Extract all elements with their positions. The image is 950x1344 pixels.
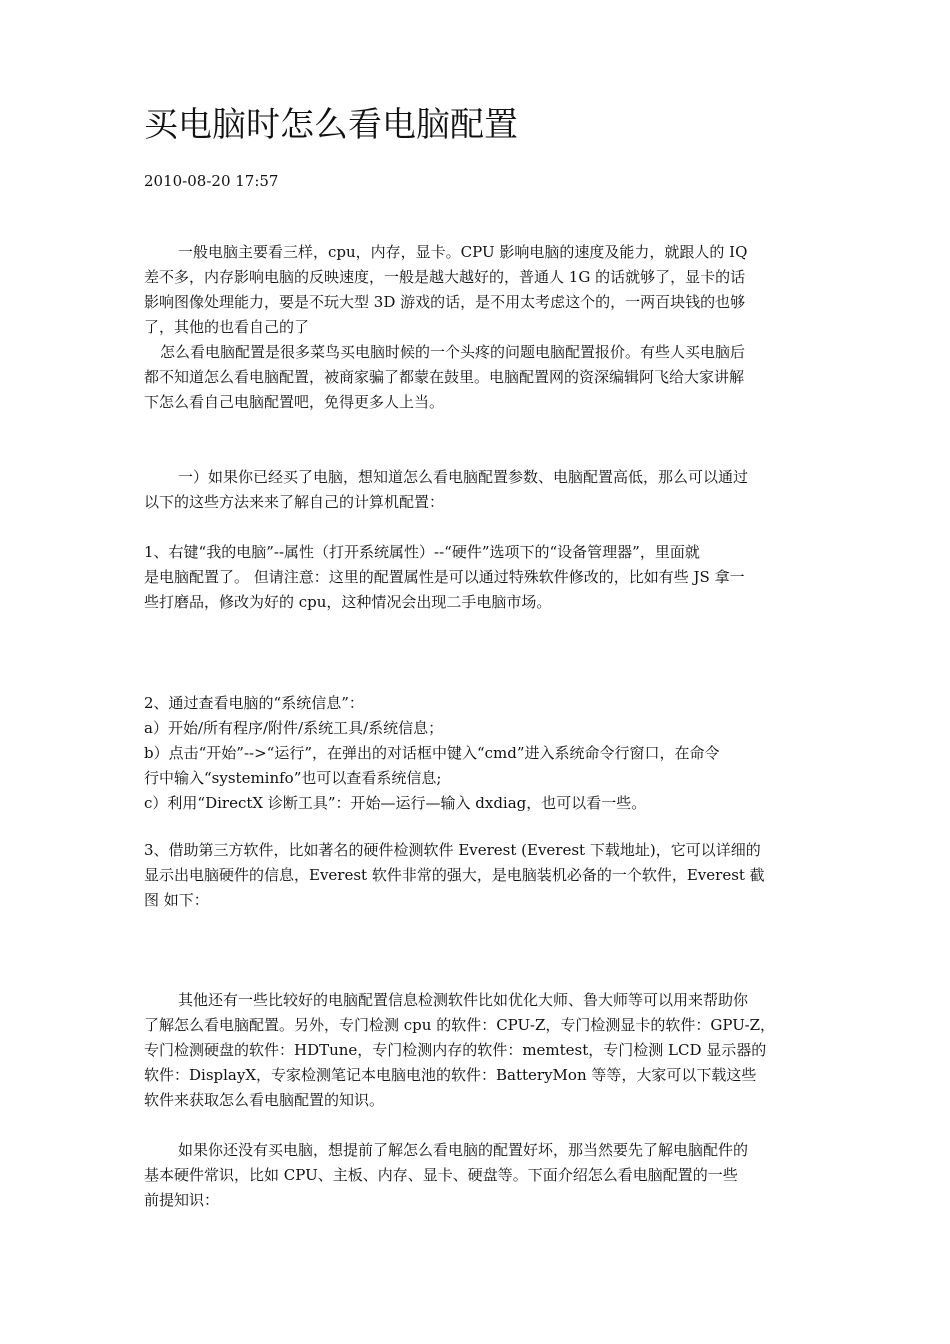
paragraph-before-buying <box>144 1138 810 1213</box>
paragraph-line: b）点击“开始”-->“运行”，在弹出的对话框中键入“cmd”进入系统命令行窗口，在命令 <box>144 744 720 762</box>
paragraph-other-software <box>144 988 810 1113</box>
paragraph-line: 差不多，内存影响电脑的反映速度，一般是越大越好的，普通人 1G 的话就够了，显卡的话 <box>144 268 746 286</box>
paragraph-line: 如果你还没有买电脑，想提前了解怎么看电脑的配置好坏，那当然要先了解电脑配件的 <box>178 1141 749 1159</box>
paragraph-method-three <box>144 838 810 913</box>
paragraph-how-to-check <box>144 340 810 415</box>
paragraph-line: 下怎么看自己电脑配置吧，免得更多人上当。 <box>144 393 445 411</box>
paragraph-line: 图 如下： <box>144 891 209 909</box>
paragraph-line: 专门检测硬盘的软件：HDTune，专门检测内存的软件：memtest，专门检测 LCD 显示器的 <box>144 1041 767 1059</box>
paragraph-method-two <box>144 691 810 816</box>
paragraph-intro <box>144 240 810 340</box>
paragraph-line: 是电脑配置了。 但请注意：这里的配置属性是可以通过特殊软件修改的，比如有些 JS 拿一 <box>144 568 745 586</box>
paragraph-line: 前提知识： <box>144 1191 220 1209</box>
paragraph-line: 都不知道怎么看电脑配置，被商家骗了都蒙在鼓里。电脑配置网的资深编辑阿飞给大家讲解 <box>144 368 745 386</box>
paragraph-line: 怎么看电脑配置是很多菜鸟买电脑时候的一个头疼的问题电脑配置报价。有些人买电脑后 <box>160 343 746 361</box>
paragraph-line: 其他还有一些比较好的电脑配置信息检测软件比如优化大师、鲁大师等可以用来帮助你 <box>178 991 749 1009</box>
paragraph-line: 1、右键“我的电脑”--属性（打开系统属性）--“硬件”选项下的“设备管理器”，里面就 <box>144 543 700 561</box>
paragraph-line: 一般电脑主要看三样，cpu，内存，显卡。CPU 影响电脑的速度及能力，就跟人的 IQ <box>178 243 748 261</box>
post-date: 2010-08-20 17:57 <box>144 172 279 190</box>
paragraph-line: 了，其他的也看自己的了 <box>144 318 310 336</box>
paragraph-line: 以下的这些方法来来了解自己的计算机配置： <box>144 493 445 511</box>
paragraph-line: 显示出电脑硬件的信息，Everest 软件非常的强大，是电脑装机必备的一个软件，Everest 截 <box>144 866 765 884</box>
page-title: 买电脑时怎么看电脑配置 <box>144 105 518 145</box>
paragraph-line: 了解怎么看电脑配置。另外，专门检测 cpu 的软件：CPU-Z，专门检测显卡的软件：GPU-Z， <box>144 1016 776 1034</box>
paragraph-line: c）利用“DirectX 诊断工具”：开始—运行—输入 dxdiag，也可以看一些。 <box>144 794 647 812</box>
paragraph-line: 软件来获取怎么看电脑配置的知识。 <box>144 1091 385 1109</box>
paragraph-line: 2、通过查看电脑的“系统信息”： <box>144 694 364 712</box>
paragraph-section-one <box>144 465 810 515</box>
paragraph-line: 3、借助第三方软件，比如著名的硬件检测软件 Everest (Everest 下载地址)，它可以详细的 <box>144 841 761 859</box>
paragraph-line: 影响图像处理能力，要是不玩大型 3D 游戏的话，是不用太考虑这个的，一两百块钱的也够 <box>144 293 746 311</box>
paragraph-line: a）开始/所有程序/附件/系统工具/系统信息； <box>144 719 444 737</box>
paragraph-method-one <box>144 540 810 615</box>
paragraph-line: 软件：DisplayX，专家检测笔记本电脑电池的软件：BatteryMon 等等，大家可以下载这些 <box>144 1066 757 1084</box>
paragraph-line: 基本硬件常识，比如 CPU、主板、内存、显卡、硬盘等。下面介绍怎么看电脑配置的一些 <box>144 1166 738 1184</box>
paragraph-line: 行中输入“systeminfo”也可以查看系统信息; <box>144 769 442 787</box>
paragraph-line: 一）如果你已经买了电脑，想知道怎么看电脑配置参数、电脑配置高低，那么可以通过 <box>178 468 749 486</box>
paragraph-line: 些打磨品，修改为好的 cpu，这种情况会出现二手电脑市场。 <box>144 593 552 611</box>
